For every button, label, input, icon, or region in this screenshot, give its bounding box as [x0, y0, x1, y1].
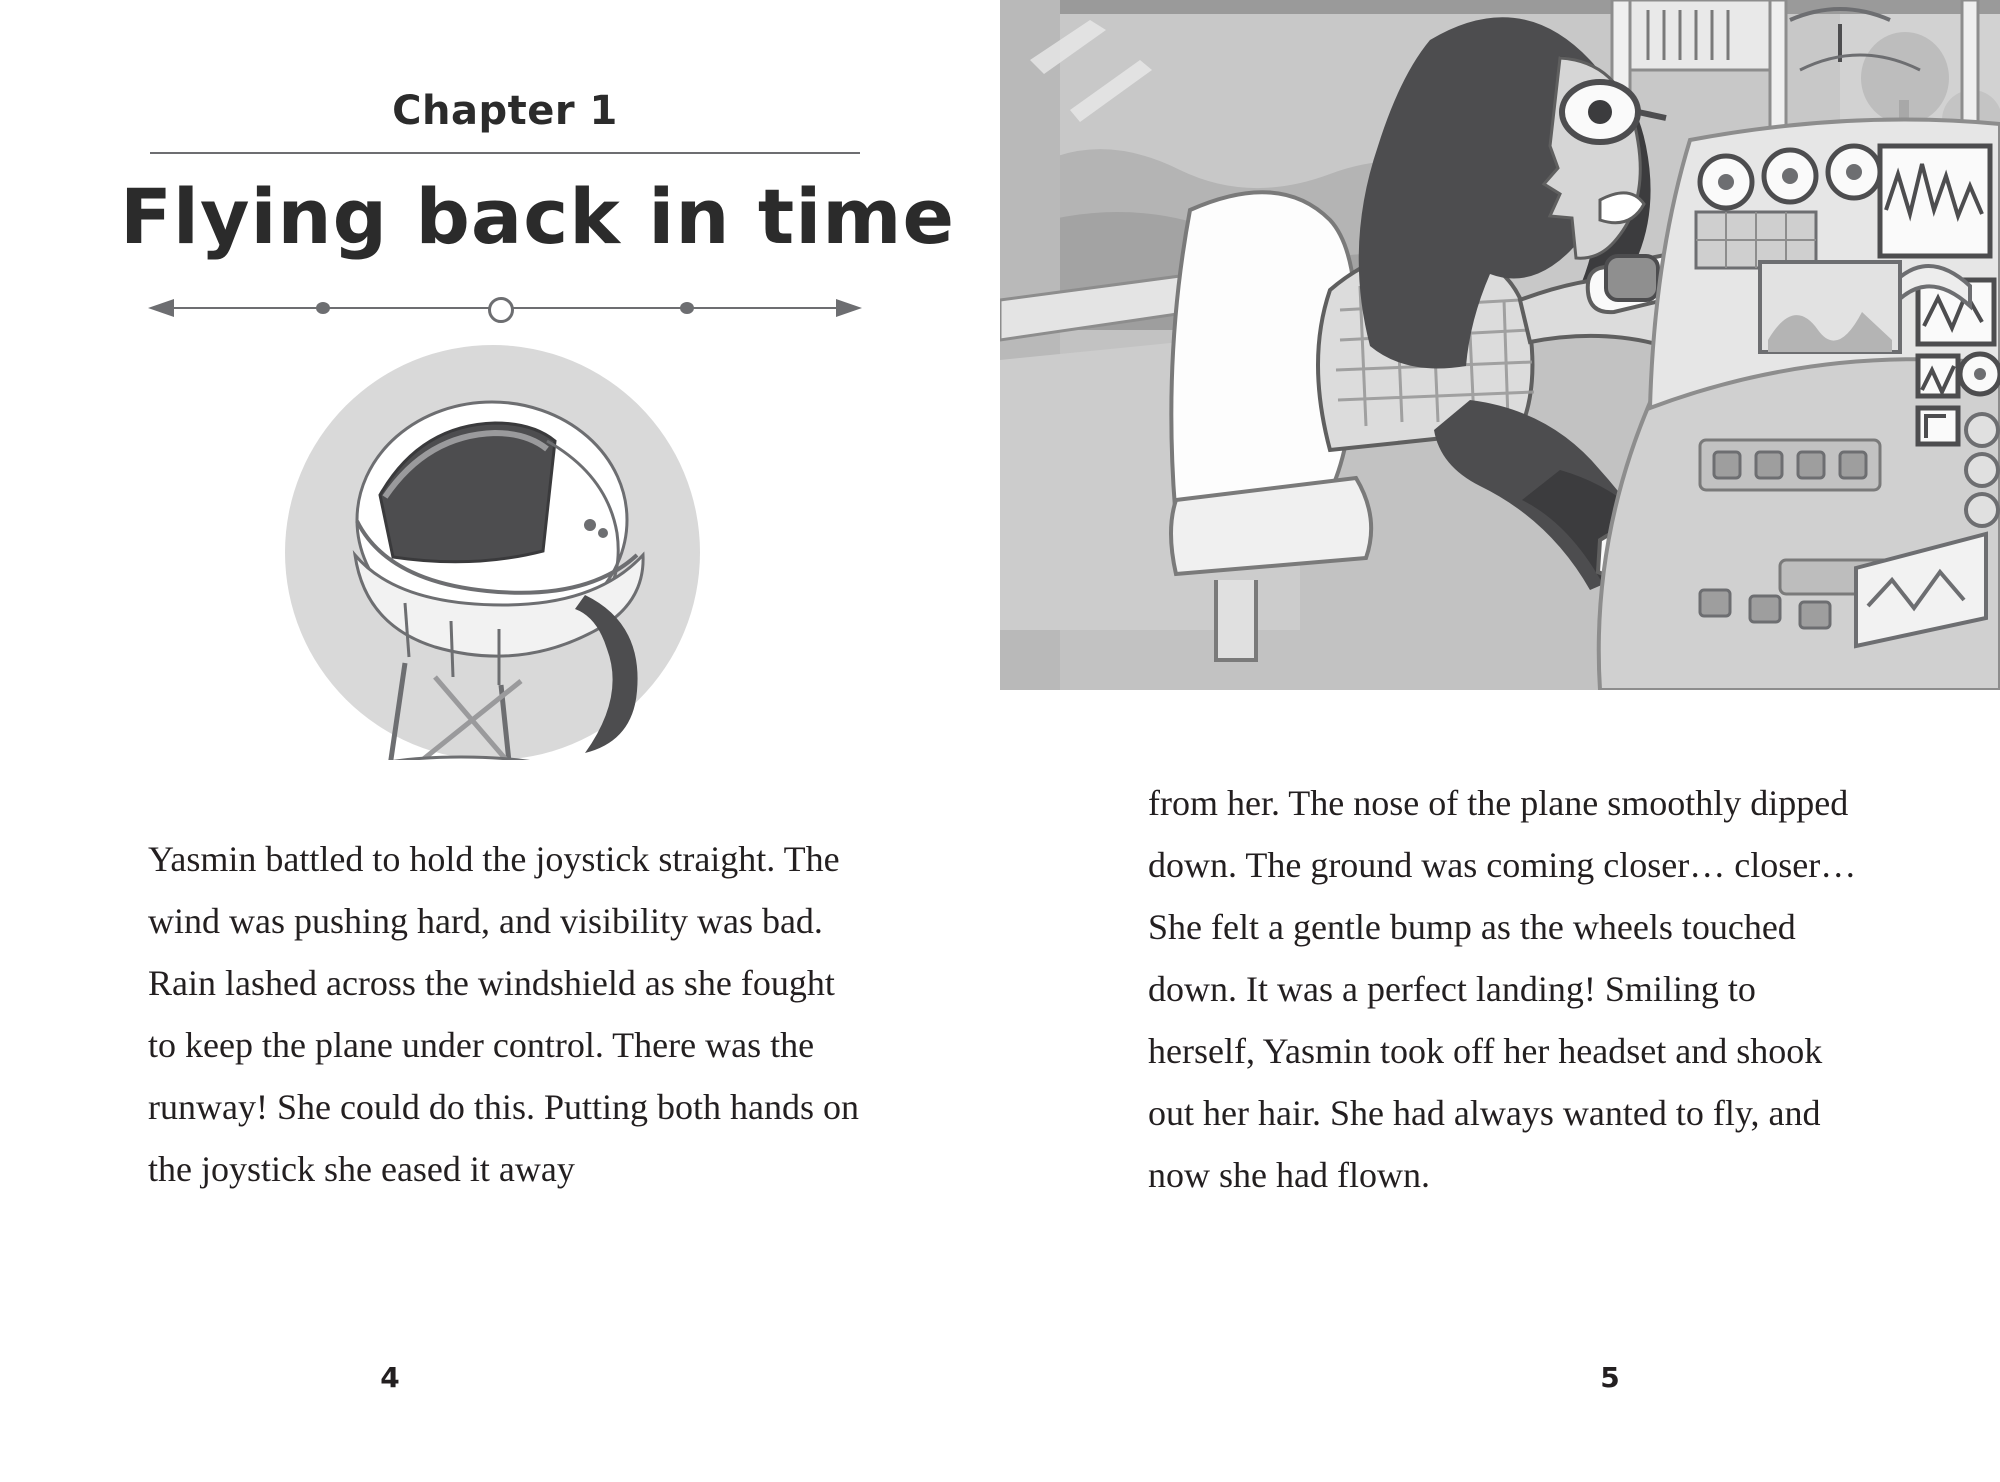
- right-page: [1000, 0, 2000, 1482]
- right-page-paragraph: from her. The nose of the plane smoothly dipped down. The ground was coming closer… closer… She felt a gentle bump as the wheels touched down. It was a perfect landing! Smiling to herself, Yasmin took off her headset and shook out her hair. She had always wanted to fly, and now she had flown.: [1148, 783, 1857, 1195]
- flight-simulator-pod-illustration: [285, 345, 700, 760]
- left-page-paragraph: Yasmin battled to hold the joystick straight. The wind was pushing hard, and visibility was bad. Rain lashed across the windshield as she fought to keep the plane under control. There was the runway! She could do this. Putting both hands on the joystick she eased it away: [148, 839, 859, 1189]
- page-number-left: 4: [380, 1361, 400, 1394]
- cockpit-illustration: [1000, 0, 2000, 690]
- divider-arrow-left-icon: [148, 299, 174, 317]
- chapter-rule: [150, 152, 860, 154]
- right-page-body: [1148, 772, 1868, 1206]
- divider-nub-right-icon: [680, 302, 694, 314]
- divider-nub-left-icon: [316, 302, 330, 314]
- chapter-title: Flying back in time: [120, 172, 955, 261]
- divider-arrow-right-icon: [836, 299, 862, 317]
- left-page-body: [148, 828, 868, 1200]
- divider-circle-icon: [488, 297, 514, 323]
- page-number-right: 5: [1600, 1361, 1620, 1394]
- decorative-divider: [140, 285, 870, 331]
- chapter-label: Chapter 1: [392, 88, 618, 134]
